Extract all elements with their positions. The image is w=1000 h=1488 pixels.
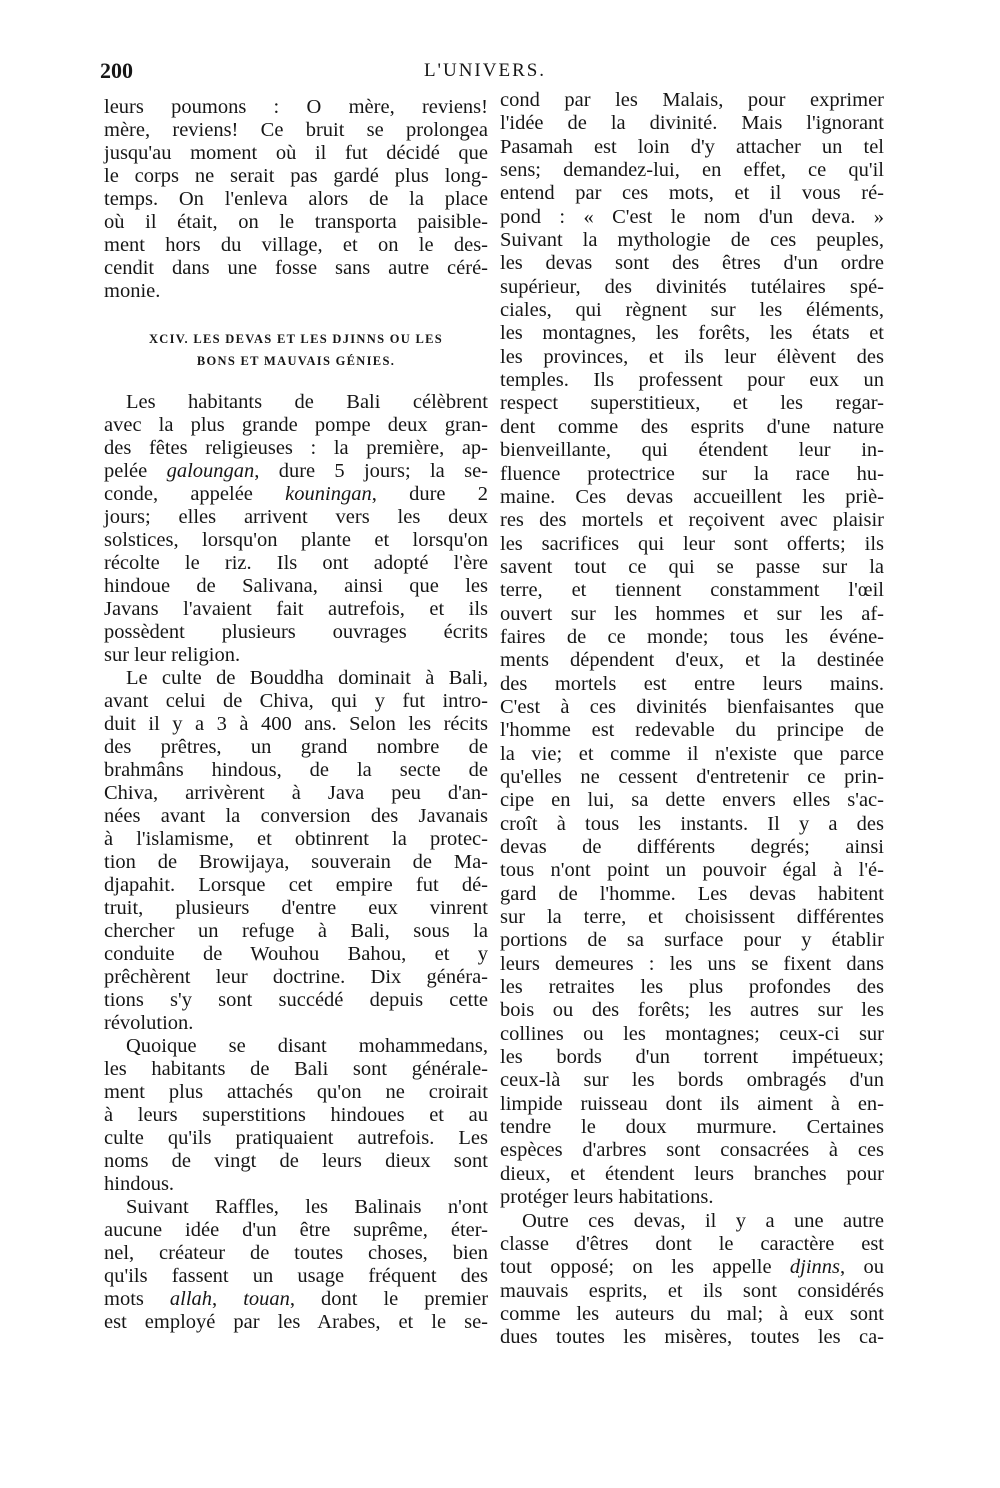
- text-line: des fêtes religieuses : la première, ap-: [104, 437, 488, 459]
- text-line: respect superstitieux, et les regar-: [500, 392, 884, 415]
- text-segment: conde, appelée: [104, 483, 286, 505]
- text-line: l'idée de la divinité. Mais l'ignorant: [500, 112, 884, 135]
- text-line: maine. Ces devas accueillent les priè-: [500, 485, 884, 508]
- text-line: qu'elles ne cessent d'entretenir ce prin-: [500, 765, 884, 788]
- paragraph: [104, 96, 488, 303]
- italic-term: allah: [169, 1288, 213, 1310]
- text-line: ciales, qui règnent sur les éléments,: [500, 299, 884, 322]
- text-segment: , dont le premier: [289, 1288, 489, 1310]
- text-line: Outre ces devas, il y a une autre: [522, 1209, 884, 1232]
- text-line: ment plus attachés qu'on ne croirait: [104, 1081, 488, 1103]
- text-line: [104, 1288, 488, 1311]
- text-segment: , dure 2: [371, 483, 488, 505]
- text-line: nées avant la conversion des Javanais: [104, 805, 488, 827]
- text-line: Chiva, arrivèrent à Java peu d'an-: [104, 782, 488, 804]
- text-line: bienveillante, qui étendent leur in-: [500, 439, 884, 462]
- text-line: tendre le doux murmure. Certaines: [500, 1116, 884, 1139]
- text-line: tions s'y sont succédé depuis cette: [104, 989, 488, 1011]
- running-title: L'UNIVERS.: [423, 60, 547, 81]
- paragraph: [104, 1196, 488, 1334]
- text-line: [104, 460, 488, 483]
- text-line: possèdent plusieurs ouvrages écrits: [104, 621, 488, 643]
- text-line: croît à tous les instants. Il y a des: [500, 812, 884, 835]
- text-line: les devas sont des êtres d'un ordre: [500, 252, 884, 275]
- text-line: res des mortels et reçoivent avec plaisir: [500, 509, 884, 532]
- text-line: dent comme des esprits d'une nature: [500, 415, 884, 438]
- text-line: jours; elles arrivent vers les deux: [104, 506, 488, 528]
- paragraph: [500, 89, 884, 1210]
- text-line: est employé par les Arabes, et le se-: [104, 1311, 488, 1333]
- text-line: devas de différents degrés; ainsi: [500, 836, 884, 858]
- text-line: Javans l'avaient fait autrefois, et ils: [104, 598, 488, 620]
- text-line: cond par les Malais, pour exprimer: [500, 89, 884, 111]
- text-line: mauvais esprits, et ils sont considérés: [500, 1279, 884, 1302]
- text-line: les habitants de Bali sont générale-: [104, 1058, 488, 1080]
- italic-term: touan: [243, 1288, 290, 1310]
- text-line: la vie; et comme il n'existe que parce: [500, 742, 884, 765]
- text-line: avec la plus grande pompe deux gran-: [104, 414, 488, 436]
- text-line: cipe en lui, sa dette envers elles s'ac-: [500, 789, 884, 812]
- text-line: les bords d'un torrent impétueux;: [500, 1046, 884, 1069]
- text-line: comme les auteurs du mal; à eux sont: [500, 1302, 884, 1325]
- section-heading-line: XCIV. LES DEVAS ET LES DJINNS OU LES: [148, 332, 444, 346]
- text-line: classe d'êtres dont le caractère est: [500, 1232, 884, 1255]
- text-line: à leurs superstitions hindoues et au: [104, 1104, 488, 1126]
- text-segment: tout opposé; on les appelle: [500, 1256, 790, 1279]
- italic-term: galoungan: [166, 460, 255, 482]
- text-line: truit, plusieurs d'entre eux vinrent: [104, 897, 488, 919]
- text-line: révolution.: [104, 1012, 194, 1034]
- text-line: Quoique se disant mohammedans,: [126, 1035, 488, 1057]
- paragraph: [500, 1210, 884, 1350]
- text-line: protéger leurs habitations.: [500, 1186, 714, 1209]
- text-line: djapahit. Lorsque cet empire fut dé-: [104, 874, 488, 896]
- text-line: Suivant la mythologie de ces peuples,: [500, 229, 884, 252]
- text-line: dieux, et étendent leurs branches pour: [500, 1162, 884, 1185]
- text-line: gard de l'homme. Les devas habitent: [500, 882, 884, 905]
- text-line: l'homme est redevable du principe de: [500, 719, 884, 742]
- text-line: supérieur, des divinités tutélaires spé-: [500, 275, 884, 298]
- text-line: entend par ces mots, et il vous ré-: [500, 182, 884, 205]
- text-line: [500, 1256, 884, 1279]
- paragraph: [104, 667, 488, 1035]
- text-line: duit il y a 3 à 400 ans. Selon les récits: [104, 713, 488, 735]
- text-line: ment hors du village, et on le des-: [104, 234, 488, 256]
- text-line: espèces d'arbres sont consacrées à ces: [500, 1139, 884, 1162]
- text-line: tous n'ont point un pouvoir égal à l'é-: [500, 859, 884, 882]
- text-line: culte qu'ils pratiquaient autrefois. Les: [104, 1127, 488, 1149]
- text-line: Le culte de Bouddha dominait à Bali,: [126, 667, 488, 689]
- text-line: brahmâns hindous, de la secte de: [104, 759, 488, 781]
- text-line: leurs poumons : O mère, reviens!: [104, 96, 488, 118]
- text-line: Les habitants de Bali célèbrent: [126, 391, 488, 413]
- text-line: ouvert sur les hommes et sur les af-: [500, 602, 884, 625]
- text-line: collines ou les montagnes; ceux-ci sur: [500, 1022, 884, 1045]
- paragraph: [104, 1035, 488, 1196]
- text-segment: mots: [104, 1288, 170, 1310]
- text-line: temps. On l'enleva alors de la place: [104, 188, 488, 210]
- text-line: dues toutes les misères, toutes les ca-: [500, 1326, 884, 1349]
- text-line: pond : « C'est le nom d'un deva. »: [500, 205, 884, 228]
- text-line: à l'islamisme, et obtinrent la protec-: [104, 828, 488, 850]
- text-line: sur leur religion.: [104, 644, 241, 666]
- text-line: limpide ruisseau dont ils aiment à en-: [500, 1092, 884, 1115]
- text-line: cendit dans une fosse sans autre céré-: [104, 257, 488, 279]
- text-line: mère, reviens! Ce bruit se prolongea: [104, 119, 488, 141]
- page-number: 200: [100, 58, 133, 83]
- text-line: portions de sa surface pour y établir: [500, 929, 884, 952]
- text-line: chercher un refuge à Bali, sous la: [104, 920, 488, 942]
- italic-term: djinns: [789, 1256, 841, 1279]
- text-line: les retraites les plus profondes des: [500, 976, 884, 999]
- text-line: hindous.: [104, 1173, 175, 1195]
- text-line: sens; demandez-lui, en effet, ce qu'il: [500, 159, 884, 182]
- text-line: terre, et tiennent constamment l'œil: [500, 579, 884, 602]
- text-line: monie.: [104, 280, 161, 302]
- text-line: jusqu'au moment où il fut décidé que: [104, 142, 488, 164]
- text-line: le corps ne serait pas gardé plus long-: [104, 165, 488, 187]
- paragraph: [104, 391, 488, 667]
- text-line: noms de vingt de leurs dieux sont: [104, 1150, 488, 1172]
- left-column-body: [104, 391, 488, 1334]
- text-line: [104, 483, 488, 506]
- text-line: des prêtres, un grand nombre de: [104, 736, 488, 758]
- section-heading: [104, 328, 488, 372]
- text-line: Pasamah est loin d'y attacher un tel: [500, 135, 884, 158]
- text-segment: , ou: [840, 1256, 885, 1279]
- text-line: qu'ils fassent un usage fréquent des: [104, 1265, 488, 1287]
- text-line: solstices, lorsqu'on plante et lorsqu'on: [104, 529, 488, 551]
- text-line: où il était, on le transporta paisible-: [104, 211, 488, 233]
- text-line: ments dépendent d'eux, et la destinée: [500, 649, 884, 672]
- right-column-body: [500, 89, 884, 1350]
- text-line: les sacrifices qui leur sont offerts; ils: [500, 532, 884, 555]
- text-line: les provinces, et ils leur élèvent des: [500, 345, 884, 368]
- text-segment: ,: [212, 1288, 244, 1310]
- text-line: leurs demeures : les uns se fixent dans: [500, 952, 884, 975]
- text-line: faires de ce monde; tous les événe-: [500, 625, 884, 648]
- section-heading-line: BONS ET MAUVAIS GÉNIES.: [196, 354, 396, 368]
- text-line: fluence protectrice sur la race hu-: [500, 462, 884, 485]
- text-line: Suivant Raffles, les Balinais n'ont: [126, 1196, 488, 1218]
- italic-term: kouningan: [285, 483, 372, 505]
- text-segment: , dure 5 jours; la se-: [254, 460, 488, 482]
- text-line: récolte le riz. Ils ont adopté l'ère: [104, 552, 488, 574]
- text-line: les montagnes, les forêts, les états et: [500, 322, 884, 345]
- text-line: ceux-là sur les bords ombragés d'un: [500, 1069, 884, 1092]
- text-line: aucune idée d'un être suprême, éter-: [104, 1219, 488, 1241]
- text-line: avant celui de Chiva, qui y fut intro-: [104, 690, 488, 712]
- text-line: conduite de Wouhou Bahou, et y: [104, 943, 488, 965]
- text-line: sur la terre, et choisissent différentes: [500, 906, 884, 929]
- text-line: savent tout ce qui se passe sur la: [500, 555, 884, 578]
- text-line: nel, créateur de toutes choses, bien: [104, 1242, 488, 1264]
- text-line: temples. Ils professent pour eux un: [500, 369, 884, 392]
- text-line: bois ou des forêts; les autres sur les: [500, 999, 884, 1022]
- text-line: prêchèrent leur doctrine. Dix généra-: [104, 966, 488, 988]
- text-line: tion de Browijaya, souverain de Ma-: [104, 851, 488, 873]
- left-column-intro: [104, 96, 488, 303]
- text-line: hindoue de Salivana, ainsi que les: [104, 575, 488, 597]
- text-line: des mortels est entre leurs mains.: [500, 672, 884, 695]
- text-segment: pelée: [104, 460, 167, 482]
- text-line: C'est à ces divinités bienfaisantes que: [500, 695, 884, 718]
